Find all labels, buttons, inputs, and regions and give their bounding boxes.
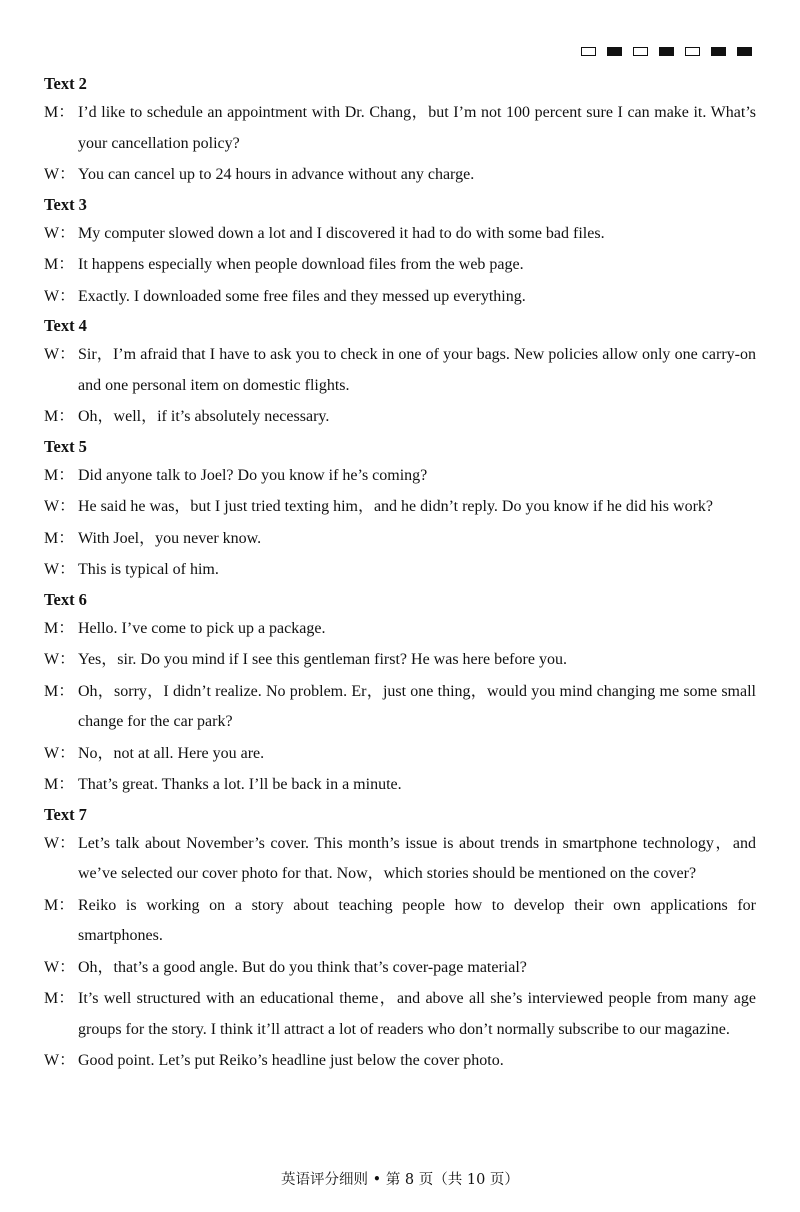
dialogue-line <box>44 160 756 191</box>
dialogue-text: Hello. I’ve come to pick up a package. <box>78 619 326 637</box>
transcript <box>44 70 756 1077</box>
filled-square-mark <box>737 47 752 56</box>
speaker-label: W： <box>44 651 76 668</box>
dialogue-text: No，not at all. Here you are. <box>78 744 265 762</box>
dialogue-text: It happens especially when people download files from the web page. <box>78 256 524 273</box>
section-heading: Text 3 <box>44 194 87 214</box>
speaker-label: W： <box>44 1052 76 1069</box>
dialogue-text: This is typical of him. <box>78 561 219 578</box>
filled-square-mark <box>607 47 622 56</box>
section-heading: Text 2 <box>44 74 87 93</box>
dialogue-text: Oh，well，if it’s absolutely necessary. <box>78 408 330 425</box>
dialogue-text: That’s great. Thanks a lot. I’ll be back in a minute. <box>78 776 402 793</box>
filled-square-mark <box>659 47 674 56</box>
dialogue-line <box>44 645 756 676</box>
empty-square-mark <box>685 47 700 56</box>
section-heading: Text 5 <box>44 436 87 456</box>
dialogue-text: Reiko is working on a story about teaching people how to develop their own applications for smartphones. <box>78 896 756 944</box>
dialogue-line <box>44 677 756 738</box>
speaker-label: W： <box>44 561 76 578</box>
filled-square-mark <box>711 47 726 56</box>
dialogue-text: He said he was，but I just tried texting him，and he didn’t reply. Do you know if he did his work? <box>78 498 714 515</box>
speaker-label: W： <box>44 346 76 363</box>
dialogue-text: You can cancel up to 24 hours in advance without any charge. <box>78 166 475 183</box>
dialogue-line <box>44 250 756 281</box>
dialogue-text: Oh，that’s a good angle. But do you think that’s cover-page material? <box>78 958 527 976</box>
section-heading: Text 6 <box>44 589 87 609</box>
speaker-label: M： <box>44 466 75 484</box>
dialogue-line <box>44 461 756 492</box>
dialogue-text: Yes，sir. Do you mind if I see this gentleman first? He was here before you. <box>78 651 567 668</box>
dialogue-text: Good point. Let’s put Reiko’s headline just below the cover photo. <box>78 1052 504 1069</box>
page-marks <box>581 47 752 56</box>
speaker-label: W： <box>44 224 76 242</box>
dialogue-line <box>44 492 756 523</box>
speaker-label: W： <box>44 287 76 305</box>
speaker-label: M： <box>44 408 75 425</box>
dialogue-line <box>44 770 756 801</box>
dialogue-line <box>44 829 756 890</box>
page-footer: 英语评分细则 • 第 8 页（共 10 页） <box>281 1172 519 1188</box>
speaker-label: M： <box>44 619 75 637</box>
dialogue-line <box>44 1046 756 1077</box>
dialogue-line <box>44 282 756 313</box>
empty-square-mark <box>633 47 648 56</box>
speaker-label: M： <box>44 104 75 121</box>
speaker-label: M： <box>44 682 75 700</box>
dialogue-line <box>44 891 756 952</box>
dialogue-line <box>44 984 756 1045</box>
dialogue-line <box>44 340 756 401</box>
dialogue-line <box>44 524 756 555</box>
dialogue-line <box>44 739 756 770</box>
speaker-label: M： <box>44 529 75 547</box>
dialogue-text: Sir，I’m afraid that I have to ask you to check in one of your bags. New policies allow only one carry-on and one personal item on domestic flights. <box>78 346 756 394</box>
speaker-label: W： <box>44 498 76 515</box>
speaker-label: M： <box>44 776 75 793</box>
dialogue-text: Let’s talk about November’s cover. This month’s issue is about trends in smartphone technology，and we’ve selected our cover photo for that. Now，which stories should be mentioned on the cover? <box>78 834 756 882</box>
section-heading: Text 7 <box>44 804 87 824</box>
empty-square-mark <box>581 47 596 56</box>
speaker-label: M： <box>44 896 75 914</box>
dialogue-text: Exactly. I downloaded some free files and they messed up everything. <box>78 287 526 305</box>
section-heading: Text 4 <box>44 316 87 335</box>
dialogue-line <box>44 614 756 645</box>
dialogue-text: Oh，sorry，I didn’t realize. No problem. Er，just one thing，would you mind changing me some small change for the car park? <box>78 682 756 730</box>
dialogue-text: With Joel，you never know. <box>78 529 262 547</box>
dialogue-line <box>44 402 756 433</box>
dialogue-line <box>44 953 756 984</box>
dialogue-line <box>44 98 756 159</box>
speaker-label: M： <box>44 256 75 273</box>
speaker-label: W： <box>44 166 76 183</box>
dialogue-text: I’d like to schedule an appointment with Dr. Chang，but I’m not 100 percent sure I can make it. What’s your cancellation policy? <box>78 104 756 152</box>
dialogue-line <box>44 219 756 250</box>
speaker-label: W： <box>44 958 76 976</box>
speaker-label: W： <box>44 744 76 762</box>
speaker-label: W： <box>44 834 76 852</box>
dialogue-line <box>44 555 756 586</box>
dialogue-text: Did anyone talk to Joel? Do you know if he’s coming? <box>78 466 428 484</box>
speaker-label: M： <box>44 990 75 1007</box>
dialogue-text: It’s well structured with an educational theme，and above all she’s interviewed people from many age groups for the story. I think it’ll attract a lot of readers who don’t normally subscribe to our magazine. <box>78 990 756 1038</box>
dialogue-text: My computer slowed down a lot and I discovered it had to do with some bad files. <box>78 224 605 242</box>
